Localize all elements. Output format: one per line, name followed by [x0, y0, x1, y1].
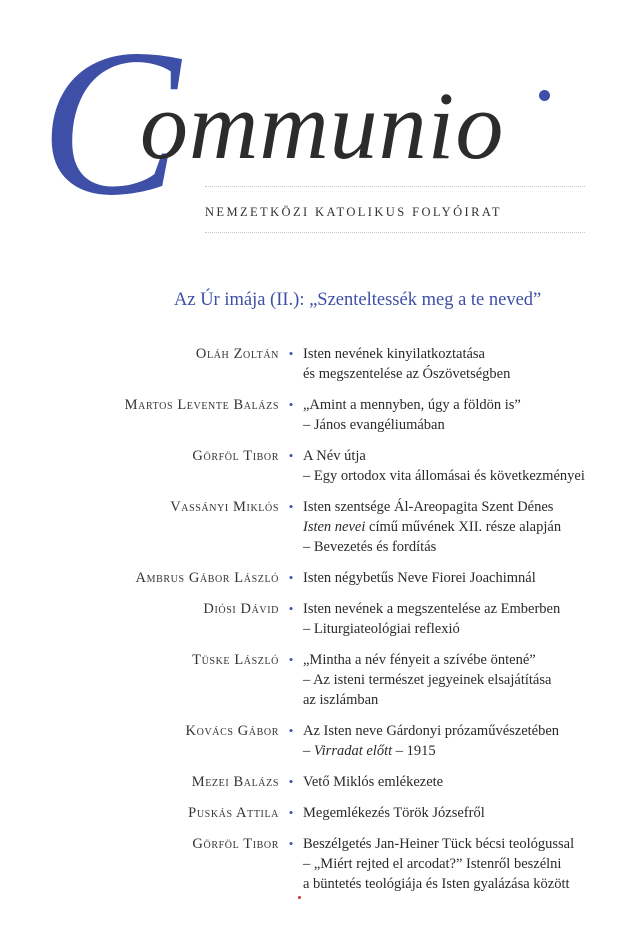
table-of-contents: [0, 344, 640, 905]
toc-title-line: [303, 537, 633, 557]
toc-author: Martos Levente Balázs: [124, 397, 279, 413]
toc-title-text: – Az isteni természet jegyeinek elsajátítása: [303, 672, 552, 688]
logo-wordmark: ommunio: [140, 72, 505, 179]
bullet-icon: •: [288, 448, 294, 463]
toc-title-text: Isten nevének a megszentelése az Emberben: [303, 601, 561, 617]
toc-title-text: Isten négybetűs Neve Fiorei Joachimnál: [303, 570, 536, 586]
toc-title-line: [303, 568, 633, 588]
toc-title-text: Isten nevei: [303, 519, 366, 535]
toc-author: Kovács Gábor: [185, 723, 279, 739]
toc-article-title: [303, 497, 633, 557]
bullet-icon: •: [288, 805, 294, 820]
issue-title: Az Úr imája (II.): „Szenteltessék meg a te neved”: [174, 290, 542, 310]
bullet-icon: •: [288, 346, 294, 361]
toc-title-suffix: – 1915: [392, 743, 436, 759]
toc-title-text: a büntetés teológiája és Isten gyalázása között: [303, 876, 570, 892]
toc-title-line: [303, 650, 633, 670]
bullet-icon: •: [288, 652, 294, 667]
toc-title-line: [303, 741, 633, 761]
masthead: [0, 0, 640, 240]
toc-entry: [0, 446, 640, 486]
toc-author: Görföl Tibor: [192, 448, 279, 464]
toc-title-text: – „Miért rejted el arcodat?” Istenről beszélni: [303, 856, 562, 872]
toc-entry: [0, 772, 640, 792]
toc-author: Tüske László: [192, 652, 279, 668]
toc-article-title: [303, 721, 633, 761]
toc-article-title: [303, 395, 633, 435]
bullet-icon: •: [288, 601, 294, 616]
bullet-icon: •: [288, 570, 294, 585]
toc-author: Puskás Attila: [188, 805, 279, 821]
toc-title-line: [303, 517, 633, 537]
toc-title-text: Virradat előtt: [313, 743, 393, 759]
toc-title-text: – Bevezetés és fordítás: [303, 539, 437, 555]
toc-title-text: Megemlékezés Török Józsefről: [303, 805, 485, 821]
toc-title-prefix: –: [303, 743, 314, 759]
toc-title-text: „Amint a mennyben, úgy a földön is”: [303, 397, 521, 413]
print-mark: [298, 896, 301, 899]
toc-entry: [0, 497, 640, 557]
toc-title-line: [303, 690, 633, 710]
toc-title-line: [303, 834, 633, 854]
toc-title-line: [303, 874, 633, 894]
toc-article-title: [303, 599, 633, 639]
toc-title-text: A Név útja: [303, 448, 366, 464]
toc-title-line: [303, 497, 633, 517]
toc-entry: [0, 721, 640, 761]
bullet-icon: •: [288, 836, 294, 851]
toc-title-line: [303, 395, 633, 415]
toc-entry: [0, 803, 640, 823]
bullet-icon: •: [288, 774, 294, 789]
journal-subtitle: NEMZETKÖZI KATOLIKUS FOLYÓIRAT: [205, 205, 502, 219]
toc-title-line: [303, 670, 633, 690]
logo-initial-c: C: [40, 7, 181, 239]
toc-entry: [0, 599, 640, 639]
bullet-icon: •: [288, 499, 294, 514]
toc-author: Vassányi Miklós: [170, 499, 279, 515]
toc-article-title: [303, 344, 633, 384]
toc-title-text: és megszentelése az Ószövetségben: [303, 366, 511, 382]
toc-title-line: [303, 364, 633, 384]
bullet-icon: •: [288, 723, 294, 738]
toc-entry: [0, 568, 640, 588]
toc-article-title: [303, 834, 633, 894]
toc-title-line: [303, 854, 633, 874]
toc-title-text: Isten szentsége Ál-Areopagita Szent Dénes: [303, 499, 554, 515]
toc-title-text: Isten nevének kinyilatkoztatása: [303, 346, 485, 362]
toc-title-line: [303, 721, 633, 741]
toc-title-text: Az Isten neve Gárdonyi prózaművészetében: [303, 723, 560, 739]
toc-title-line: [303, 619, 633, 639]
toc-article-title: [303, 446, 633, 486]
dotted-rule-bottom: [205, 232, 585, 234]
toc-article-title: [303, 650, 633, 710]
toc-title-line: [303, 772, 633, 792]
toc-title-line: [303, 599, 633, 619]
toc-author: Oláh Zoltán: [195, 346, 279, 362]
toc-entry: [0, 344, 640, 384]
toc-entry: [0, 650, 640, 710]
toc-author: Ambrus Gábor László: [135, 570, 279, 586]
toc-title-line: [303, 446, 633, 466]
toc-article-title: [303, 803, 633, 823]
toc-title-text: – Liturgiateológiai reflexió: [303, 621, 460, 637]
toc-entry: [0, 395, 640, 435]
toc-author: Diósi Dávid: [203, 601, 279, 617]
dotted-rule-top: [205, 186, 585, 188]
toc-title-text: – Egy ortodox vita állomásai és következményei: [303, 468, 585, 484]
toc-title-text: – János evangéliumában: [303, 417, 445, 433]
toc-title-text: „Mintha a név fényeit a szívébe öntené”: [303, 652, 536, 668]
toc-title-suffix: című művének XII. része alapján: [365, 519, 562, 535]
logo-dot-icon: [539, 90, 550, 101]
toc-author: Mezei Balázs: [191, 774, 279, 790]
toc-article-title: [303, 568, 633, 588]
toc-author: Görföl Tibor: [192, 836, 279, 852]
bullet-icon: •: [288, 397, 294, 412]
toc-entry: [0, 834, 640, 894]
toc-title-text: az iszlámban: [303, 692, 379, 708]
toc-title-text: Vető Miklós emlékezete: [303, 774, 444, 790]
toc-title-line: [303, 466, 633, 486]
toc-title-line: [303, 803, 633, 823]
toc-article-title: [303, 772, 633, 792]
toc-title-text: Beszélgetés Jan-Heiner Tück bécsi teológussal: [303, 836, 575, 852]
toc-title-line: [303, 415, 633, 435]
toc-title-line: [303, 344, 633, 364]
